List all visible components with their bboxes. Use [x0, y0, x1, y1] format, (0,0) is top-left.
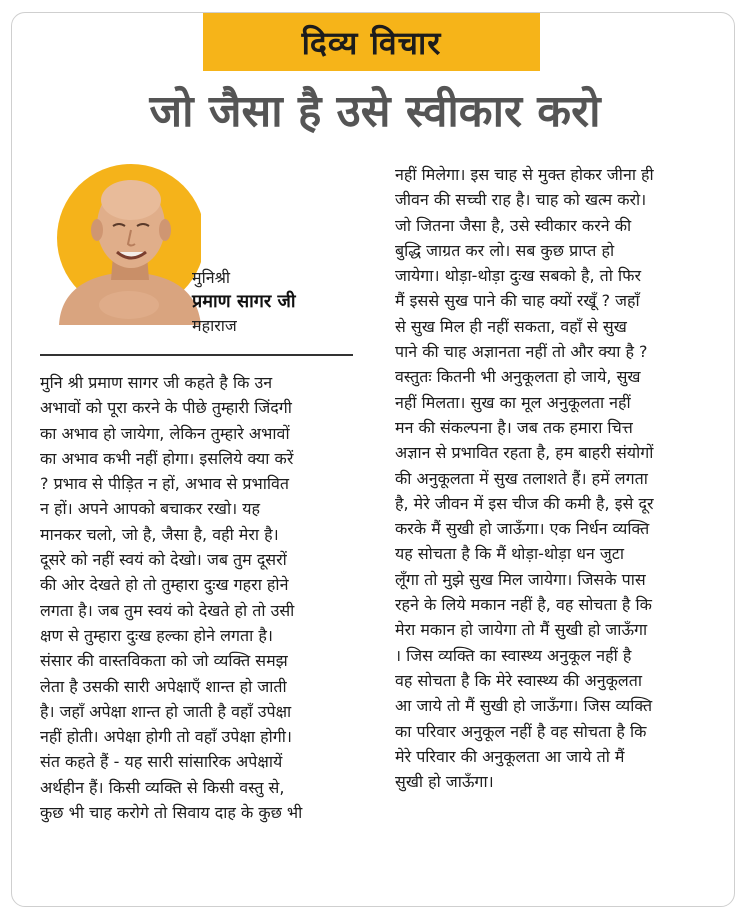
body-line: नहीं मिलता। सुख का मूल अनुकूलता नहीं [395, 392, 631, 412]
portrait-photo [51, 160, 201, 325]
body-line: मेरा मकान हो जायेगा तो मैं सुखी हो जाऊँगा [395, 620, 648, 640]
body-line: करके मैं सुखी हो जाऊँगा। एक निर्धन व्यक्ति [395, 519, 650, 539]
body-line: मुनि श्री प्रमाण सागर जी कहते है कि उन [40, 373, 273, 392]
body-line: लूँगा तो मुझे सुख मिल जायेगा। जिसके पास [395, 569, 646, 589]
body-line: जायेगा। थोड़ा-थोड़ा दुःख सबको है, तो फिर [395, 266, 642, 286]
body-line: मानकर चलो, जो है, जैसा है, वही मेरा है। [40, 524, 279, 544]
section-title: दिव्य विचार [301, 23, 442, 62]
byline-divider [40, 354, 353, 356]
section-banner [203, 13, 540, 71]
body-line: । जिस व्यक्ति का स्वास्थ्य अनुकूल नहीं है [395, 645, 632, 665]
body-line: मेरे परिवार की अनुकूलता आ जाये तो मैं [395, 746, 625, 766]
body-line: से सुख मिल ही नहीं सकता, वहाँ से सुख [395, 316, 627, 336]
article-headline: जो जैसा है उसे स्वीकार करो [149, 86, 601, 137]
article-column-right [395, 162, 717, 794]
body-line: कुछ भी चाह करोगे तो सिवाय दाह के कुछ भी [40, 803, 303, 823]
body-line: अर्थहीन हैं। किसी व्यक्ति से किसी वस्तु से, [40, 777, 285, 797]
author-name: प्रमाण सागर जी [192, 291, 296, 312]
body-line: दूसरे को नहीं स्वयं को देखो। जब तुम दूसरों [40, 550, 287, 570]
body-line: क्षण से तुम्हारा दुःख हल्का होने लगता है। [40, 625, 273, 645]
body-line: लगता है। जब तुम स्वयं को देखते हो तो उसी [40, 600, 295, 620]
body-line: लेता है उसकी सारी अपेक्षाएँ शान्त हो जाती [40, 676, 287, 696]
body-line: न हों। अपने आपको बचाकर रखो। यह [40, 499, 261, 519]
body-line: अभावों को पूरा करने के पीछे तुम्हारी जिंदगी [40, 398, 292, 418]
body-line: यह सोचता है कि मैं थोड़ा-थोड़ा धन जुटा [395, 544, 624, 564]
author-suffix: महाराज [192, 316, 237, 335]
body-line: आ जाये तो मैं सुखी हो जाऊँगा। जिस व्यक्ति [395, 696, 653, 716]
body-line: है, मेरे जीवन में इस चीज की कमी है, इसे दूर [395, 493, 654, 513]
body-line: बुद्धि जाग्रत कर लो। सब कुछ प्राप्त हो [395, 240, 615, 260]
body-line: संत कहते हैं - यह सारी सांसारिक अपेक्षायें [40, 752, 283, 772]
body-line: सुखी हो जाऊँगा। [395, 772, 494, 792]
body-line: जीवन की सच्ची राह है। चाह को खत्म करो। [395, 190, 647, 210]
author-byline [192, 266, 296, 338]
body-line: अज्ञान से प्रभावित रहता है, हम बाहरी संयोगों [395, 443, 654, 463]
body-line: मन की संकल्पना है। जब तक हमारा चित्त [395, 417, 633, 437]
body-line: की ओर देखते हो तो तुम्हारा दुःख गहरा होने [40, 575, 289, 595]
body-line: नहीं मिलेगा। इस चाह से मुक्त होकर जीना ही [395, 165, 654, 184]
body-line: की अनुकूलता में सुख तलाशते हैं। हमें लगता [395, 468, 648, 488]
body-line: है। जहाँ अपेक्षा शान्त हो जाती है वहाँ उपेक्षा [40, 701, 292, 721]
body-line: मैं इससे सुख पाने की चाह क्यों रखूँ ? जहाँ [395, 291, 640, 311]
body-line: पाने की चाह अज्ञानता नहीं तो और क्या है ? [395, 342, 648, 362]
body-line: संसार की वास्तविकता को जो व्यक्ति समझ [40, 651, 288, 671]
body-line: ? प्रभाव से पीड़ित न हों, अभाव से प्रभावित [40, 474, 290, 494]
author-prefix: मुनिश्री [192, 268, 231, 287]
body-line: जो जितना जैसा है, उसे स्वीकार करने की [395, 215, 632, 235]
body-line: वस्तुतः कितनी भी अनुकूलता हो जाये, सुख [395, 367, 641, 387]
body-line: का अभाव हो जायेगा, लेकिन तुम्हारे अभावों [40, 423, 290, 443]
body-line: रहने के लिये मकान नहीं है, वह सोचता है कि [395, 595, 652, 615]
body-line: नहीं होती। अपेक्षा होगी तो वहाँ उपेक्षा होगी। [40, 727, 292, 747]
body-line: का अभाव कभी नहीं होगा। इसलिये क्या करें [40, 448, 294, 468]
article-column-left [40, 370, 358, 825]
body-line: का परिवार अनुकूल नहीं है वह सोचता है कि [395, 721, 647, 741]
body-line: वह सोचता है कि मेरे स्वास्थ्य की अनुकूलता [395, 670, 642, 690]
